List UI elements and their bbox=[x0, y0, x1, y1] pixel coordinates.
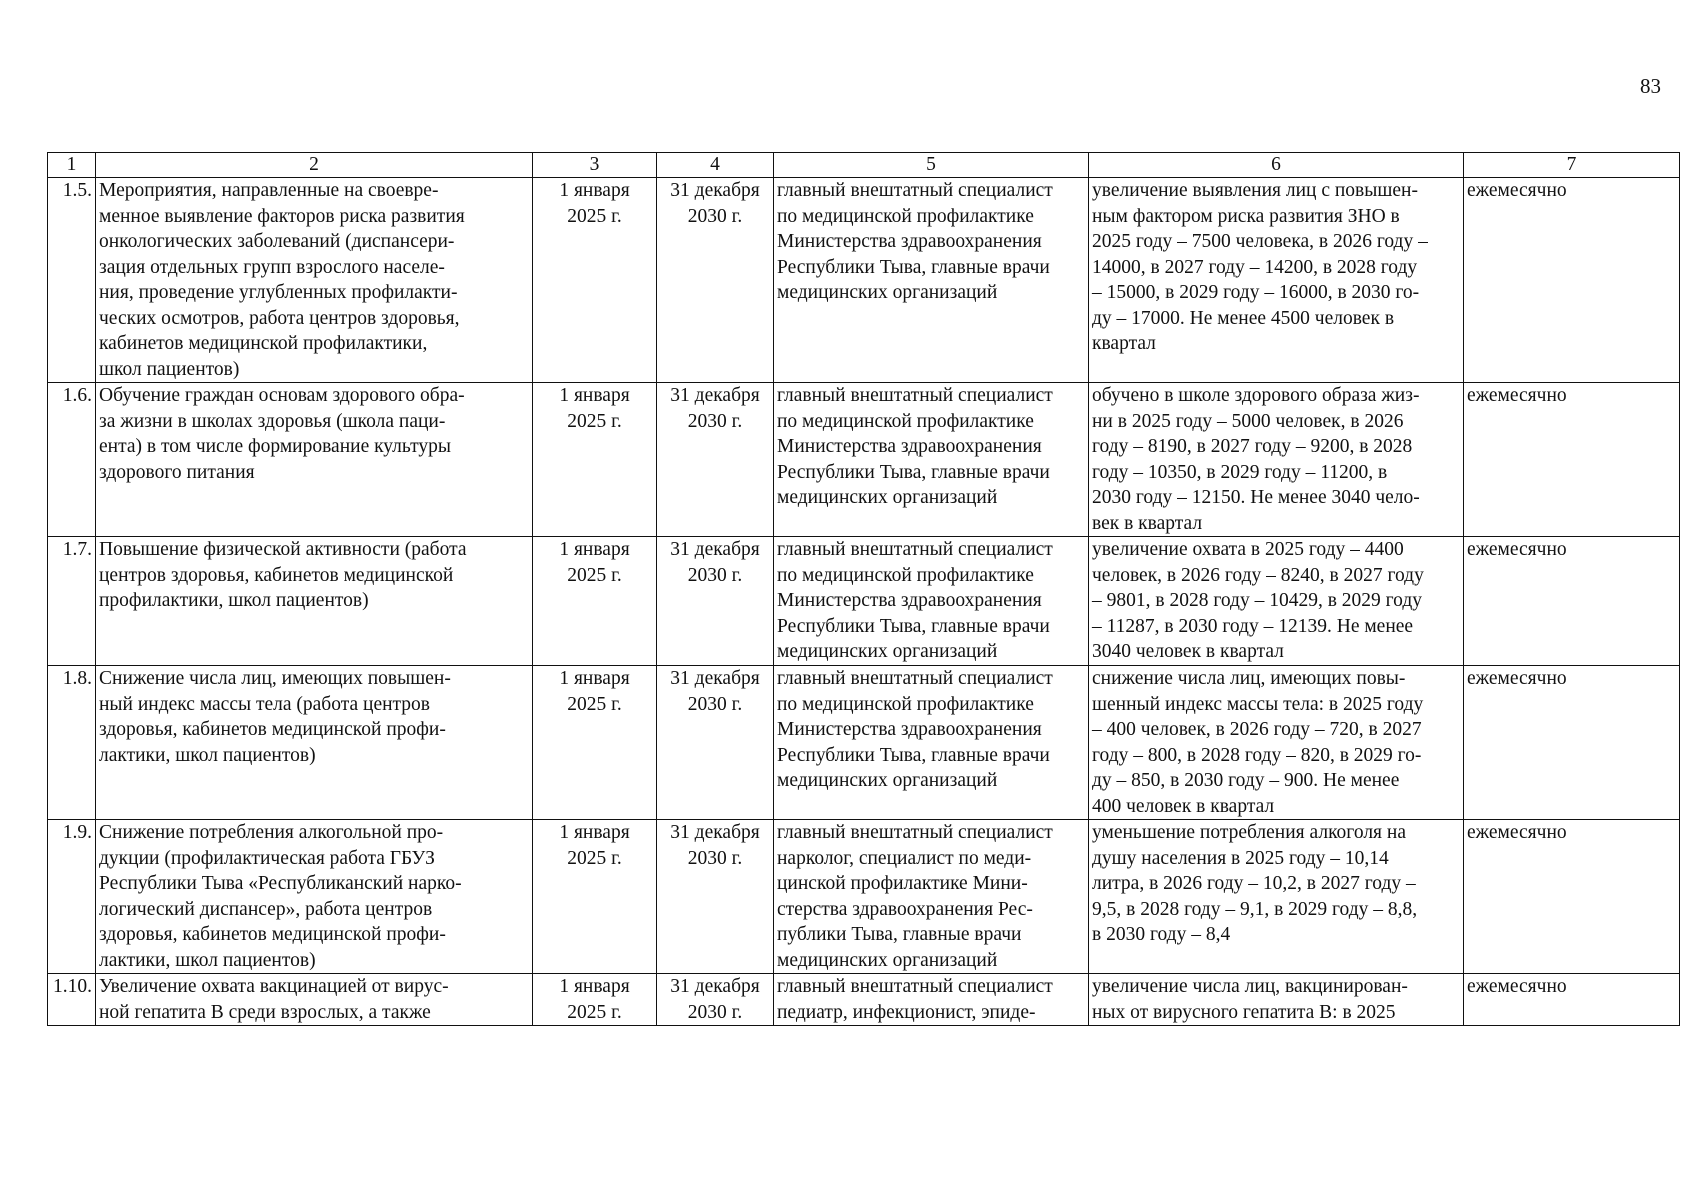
column-header-6: 6 bbox=[1089, 153, 1464, 178]
action-line: ной гепатита В среди взрослых, а также bbox=[99, 1001, 431, 1023]
result-line: человек, в 2026 году – 8240, в 2027 году bbox=[1092, 564, 1424, 586]
action-line: логический диспансер», работа центров bbox=[99, 898, 433, 920]
result-cell bbox=[1089, 383, 1464, 537]
frequency-cell: ежемесячно bbox=[1464, 666, 1680, 820]
end-date-line: 2030 г. bbox=[687, 564, 743, 586]
frequency-cell: ежемесячно bbox=[1464, 537, 1680, 666]
action-line: зация отдельных групп взрослого населе- bbox=[99, 256, 445, 278]
result-line: шенный индекс массы тела: в 2025 году bbox=[1092, 693, 1424, 715]
responsible-line: медицинских организаций bbox=[777, 487, 998, 508]
page-number: 83 bbox=[1640, 74, 1661, 98]
end-date-line: 31 декабря bbox=[670, 822, 760, 843]
result-line: ду – 850, в 2030 году – 900. Не менее bbox=[1092, 770, 1400, 791]
result-line: – 15000, в 2029 году – 16000, в 2030 го- bbox=[1092, 282, 1420, 303]
responsible-line: Республики Тыва, главные врачи bbox=[777, 615, 1050, 637]
action-line: ния, проведение углубленных профилакти- bbox=[99, 282, 458, 303]
item-number: 1.10. bbox=[48, 974, 96, 1026]
responsible-line: цинской профилактике Мини- bbox=[777, 873, 1028, 894]
responsible-line: Министерства здравоохранения bbox=[777, 590, 1042, 611]
action-line: здоровья, кабинетов медицинской профи- bbox=[99, 924, 446, 945]
table-row bbox=[48, 820, 1680, 974]
responsible-line: главный внештатный специалист bbox=[777, 180, 1053, 201]
start-date-cell bbox=[533, 666, 657, 820]
responsible-line: медицинских организаций bbox=[777, 949, 998, 971]
result-cell bbox=[1089, 537, 1464, 666]
column-header-3: 3 bbox=[533, 153, 657, 178]
action-line: менное выявление факторов риска развития bbox=[99, 205, 465, 227]
result-line: литра, в 2026 году – 10,2, в 2027 году – bbox=[1092, 873, 1416, 894]
action-line: онкологических заболеваний (диспансери- bbox=[99, 231, 455, 252]
end-date-line: 2030 г. bbox=[687, 693, 743, 715]
start-date-line: 2025 г. bbox=[567, 1001, 622, 1023]
end-date-line: 31 декабря bbox=[670, 668, 760, 689]
action-line: Снижение потребления алкогольной про- bbox=[99, 822, 444, 843]
table-row bbox=[48, 666, 1680, 820]
frequency-cell: ежемесячно bbox=[1464, 178, 1680, 383]
start-date-cell bbox=[533, 383, 657, 537]
start-date-cell bbox=[533, 178, 657, 383]
column-header-2: 2 bbox=[96, 153, 533, 178]
responsible-cell bbox=[774, 178, 1089, 383]
end-date-line: 2030 г. bbox=[687, 410, 743, 432]
result-line: 14000, в 2027 году – 14200, в 2028 году bbox=[1092, 256, 1418, 278]
action-line: лактики, школ пациентов) bbox=[99, 744, 316, 766]
start-date-line: 2025 г. bbox=[567, 564, 622, 586]
start-date-line: 2025 г. bbox=[567, 205, 622, 227]
action-line: Мероприятия, направленные на своевре- bbox=[99, 180, 439, 201]
action-line: профилактики, школ пациентов) bbox=[99, 590, 369, 611]
responsible-cell bbox=[774, 666, 1089, 820]
result-line: году – 8190, в 2027 году – 9200, в 2028 bbox=[1092, 436, 1413, 457]
responsible-line: по медицинской профилактике bbox=[777, 410, 1034, 432]
result-line: ным фактором риска развития ЗНО в bbox=[1092, 205, 1400, 227]
action-line: школ пациентов) bbox=[99, 358, 240, 380]
start-date-line: 1 января bbox=[559, 668, 630, 689]
responsible-line: Министерства здравоохранения bbox=[777, 719, 1042, 740]
responsible-line: главный внештатный специалист bbox=[777, 822, 1053, 843]
result-line: увеличение охвата в 2025 году – 4400 bbox=[1092, 539, 1404, 560]
action-cell bbox=[96, 178, 533, 383]
action-line: лактики, школ пациентов) bbox=[99, 949, 316, 971]
result-cell bbox=[1089, 820, 1464, 974]
result-cell bbox=[1089, 178, 1464, 383]
result-line: 400 человек в квартал bbox=[1092, 795, 1275, 817]
responsible-line: медицинских организаций bbox=[777, 641, 998, 662]
frequency-cell: ежемесячно bbox=[1464, 820, 1680, 974]
column-header-5: 5 bbox=[774, 153, 1089, 178]
result-line: обучено в школе здорового образа жиз- bbox=[1092, 385, 1420, 406]
result-line: 9,5, в 2028 году – 9,1, в 2029 году – 8,8, bbox=[1092, 898, 1418, 920]
start-date-cell bbox=[533, 820, 657, 974]
responsible-line: главный внештатный специалист bbox=[777, 385, 1053, 406]
result-line: 2030 году – 12150. Не менее 3040 чело- bbox=[1092, 487, 1420, 508]
responsible-cell bbox=[774, 537, 1089, 666]
action-cell bbox=[96, 383, 533, 537]
action-line: Снижение числа лиц, имеющих повышен- bbox=[99, 668, 451, 689]
responsible-line: медицинских организаций bbox=[777, 282, 998, 303]
result-line: году – 10350, в 2029 году – 11200, в bbox=[1092, 461, 1388, 483]
action-line: здорового питания bbox=[99, 461, 255, 483]
responsible-line: по медицинской профилактике bbox=[777, 205, 1034, 227]
responsible-line: медицинских организаций bbox=[777, 770, 998, 791]
action-line: центров здоровья, кабинетов медицинской bbox=[99, 564, 454, 586]
end-date-cell bbox=[657, 974, 774, 1026]
start-date-line: 1 января bbox=[559, 822, 630, 843]
action-cell bbox=[96, 537, 533, 666]
item-number: 1.6. bbox=[48, 383, 96, 537]
end-date-line: 31 декабря bbox=[670, 180, 760, 201]
result-line: душу населения в 2025 году – 10,14 bbox=[1092, 847, 1389, 869]
result-line: году – 800, в 2028 году – 820, в 2029 го- bbox=[1092, 744, 1422, 766]
action-line: ента) в том числе формирование культуры bbox=[99, 436, 451, 457]
end-date-cell bbox=[657, 178, 774, 383]
end-date-cell bbox=[657, 666, 774, 820]
responsible-line: по медицинской профилактике bbox=[777, 693, 1034, 715]
action-line: ческих осмотров, работа центров здоровья, bbox=[99, 307, 460, 329]
table-row bbox=[48, 383, 1680, 537]
start-date-line: 1 января bbox=[559, 976, 630, 997]
result-line: – 9801, в 2028 году – 10429, в 2029 году bbox=[1092, 590, 1423, 611]
item-number: 1.9. bbox=[48, 820, 96, 974]
item-number: 1.5. bbox=[48, 178, 96, 383]
responsible-line: главный внештатный специалист bbox=[777, 539, 1053, 560]
end-date-cell bbox=[657, 537, 774, 666]
item-number: 1.7. bbox=[48, 537, 96, 666]
column-header-4: 4 bbox=[657, 153, 774, 178]
responsible-line: Республики Тыва, главные врачи bbox=[777, 461, 1050, 483]
measures-table bbox=[47, 152, 1680, 1026]
end-date-line: 2030 г. bbox=[687, 847, 743, 869]
result-line: уменьшение потребления алкоголя на bbox=[1092, 822, 1406, 843]
start-date-line: 2025 г. bbox=[567, 410, 622, 432]
result-line: квартал bbox=[1092, 333, 1156, 354]
result-line: увеличение числа лиц, вакцинирован- bbox=[1092, 976, 1408, 997]
start-date-cell bbox=[533, 537, 657, 666]
end-date-cell bbox=[657, 383, 774, 537]
end-date-line: 31 декабря bbox=[670, 539, 760, 560]
end-date-line: 2030 г. bbox=[687, 205, 743, 227]
result-line: ни в 2025 году – 5000 человек, в 2026 bbox=[1092, 410, 1404, 432]
action-cell bbox=[96, 666, 533, 820]
result-line: в 2030 году – 8,4 bbox=[1092, 924, 1231, 945]
result-line: – 400 человек, в 2026 году – 720, в 2027 bbox=[1092, 719, 1422, 740]
end-date-line: 2030 г. bbox=[687, 1001, 743, 1023]
result-line: увеличение выявления лиц с повышен- bbox=[1092, 180, 1418, 201]
result-line: снижение числа лиц, имеющих повы- bbox=[1092, 668, 1406, 689]
start-date-line: 1 января bbox=[559, 385, 630, 406]
responsible-line: педиатр, инфекционист, эпиде- bbox=[777, 1001, 1036, 1023]
action-line: Увеличение охвата вакцинацией от вирус- bbox=[99, 976, 449, 997]
result-cell bbox=[1089, 974, 1464, 1026]
responsible-line: Республики Тыва, главные врачи bbox=[777, 744, 1050, 766]
action-line: за жизни в школах здоровья (школа паци- bbox=[99, 410, 446, 432]
frequency-cell: ежемесячно bbox=[1464, 383, 1680, 537]
responsible-line: по медицинской профилактике bbox=[777, 564, 1034, 586]
responsible-cell bbox=[774, 974, 1089, 1026]
result-cell bbox=[1089, 666, 1464, 820]
end-date-cell bbox=[657, 820, 774, 974]
result-line: ных от вирусного гепатита В: в 2025 bbox=[1092, 1001, 1396, 1023]
start-date-line: 2025 г. bbox=[567, 693, 622, 715]
action-cell bbox=[96, 974, 533, 1026]
action-line: здоровья, кабинетов медицинской профи- bbox=[99, 719, 446, 740]
frequency-cell: ежемесячно bbox=[1464, 974, 1680, 1026]
action-line: дукции (профилактическая работа ГБУЗ bbox=[99, 847, 435, 869]
table-row bbox=[48, 974, 1680, 1026]
table-row bbox=[48, 537, 1680, 666]
responsible-line: стерства здравоохранения Рес- bbox=[777, 898, 1033, 920]
action-line: ный индекс массы тела (работа центров bbox=[99, 693, 430, 715]
table-row bbox=[48, 178, 1680, 383]
responsible-line: Министерства здравоохранения bbox=[777, 436, 1042, 457]
responsible-line: главный внештатный специалист bbox=[777, 668, 1053, 689]
result-line: 3040 человек в квартал bbox=[1092, 641, 1284, 662]
responsible-line: главный внештатный специалист bbox=[777, 976, 1053, 997]
end-date-line: 31 декабря bbox=[670, 385, 760, 406]
responsible-line: публики Тыва, главные врачи bbox=[777, 924, 1022, 945]
table-header-row bbox=[48, 153, 1680, 178]
result-line: век в квартал bbox=[1092, 512, 1203, 534]
responsible-line: Министерства здравоохранения bbox=[777, 231, 1042, 252]
end-date-line: 31 декабря bbox=[670, 976, 760, 997]
item-number: 1.8. bbox=[48, 666, 96, 820]
result-line: ду – 17000. Не менее 4500 человек в bbox=[1092, 307, 1395, 329]
responsible-cell bbox=[774, 383, 1089, 537]
column-header-1: 1 bbox=[48, 153, 96, 178]
result-line: 2025 году – 7500 человека, в 2026 году – bbox=[1092, 231, 1428, 252]
start-date-line: 1 января bbox=[559, 539, 630, 560]
column-header-7: 7 bbox=[1464, 153, 1680, 178]
responsible-cell bbox=[774, 820, 1089, 974]
responsible-line: Республики Тыва, главные врачи bbox=[777, 256, 1050, 278]
action-cell bbox=[96, 820, 533, 974]
action-line: кабинетов медицинской профилактики, bbox=[99, 333, 428, 354]
result-line: – 11287, в 2030 году – 12139. Не менее bbox=[1092, 615, 1414, 637]
action-line: Обучение граждан основам здорового обра- bbox=[99, 385, 465, 406]
start-date-cell bbox=[533, 974, 657, 1026]
start-date-line: 2025 г. bbox=[567, 847, 622, 869]
action-line: Повышение физической активности (работа bbox=[99, 539, 467, 560]
start-date-line: 1 января bbox=[559, 180, 630, 201]
action-line: Республики Тыва «Республиканский нарко- bbox=[99, 873, 462, 894]
responsible-line: нарколог, специалист по меди- bbox=[777, 847, 1032, 869]
